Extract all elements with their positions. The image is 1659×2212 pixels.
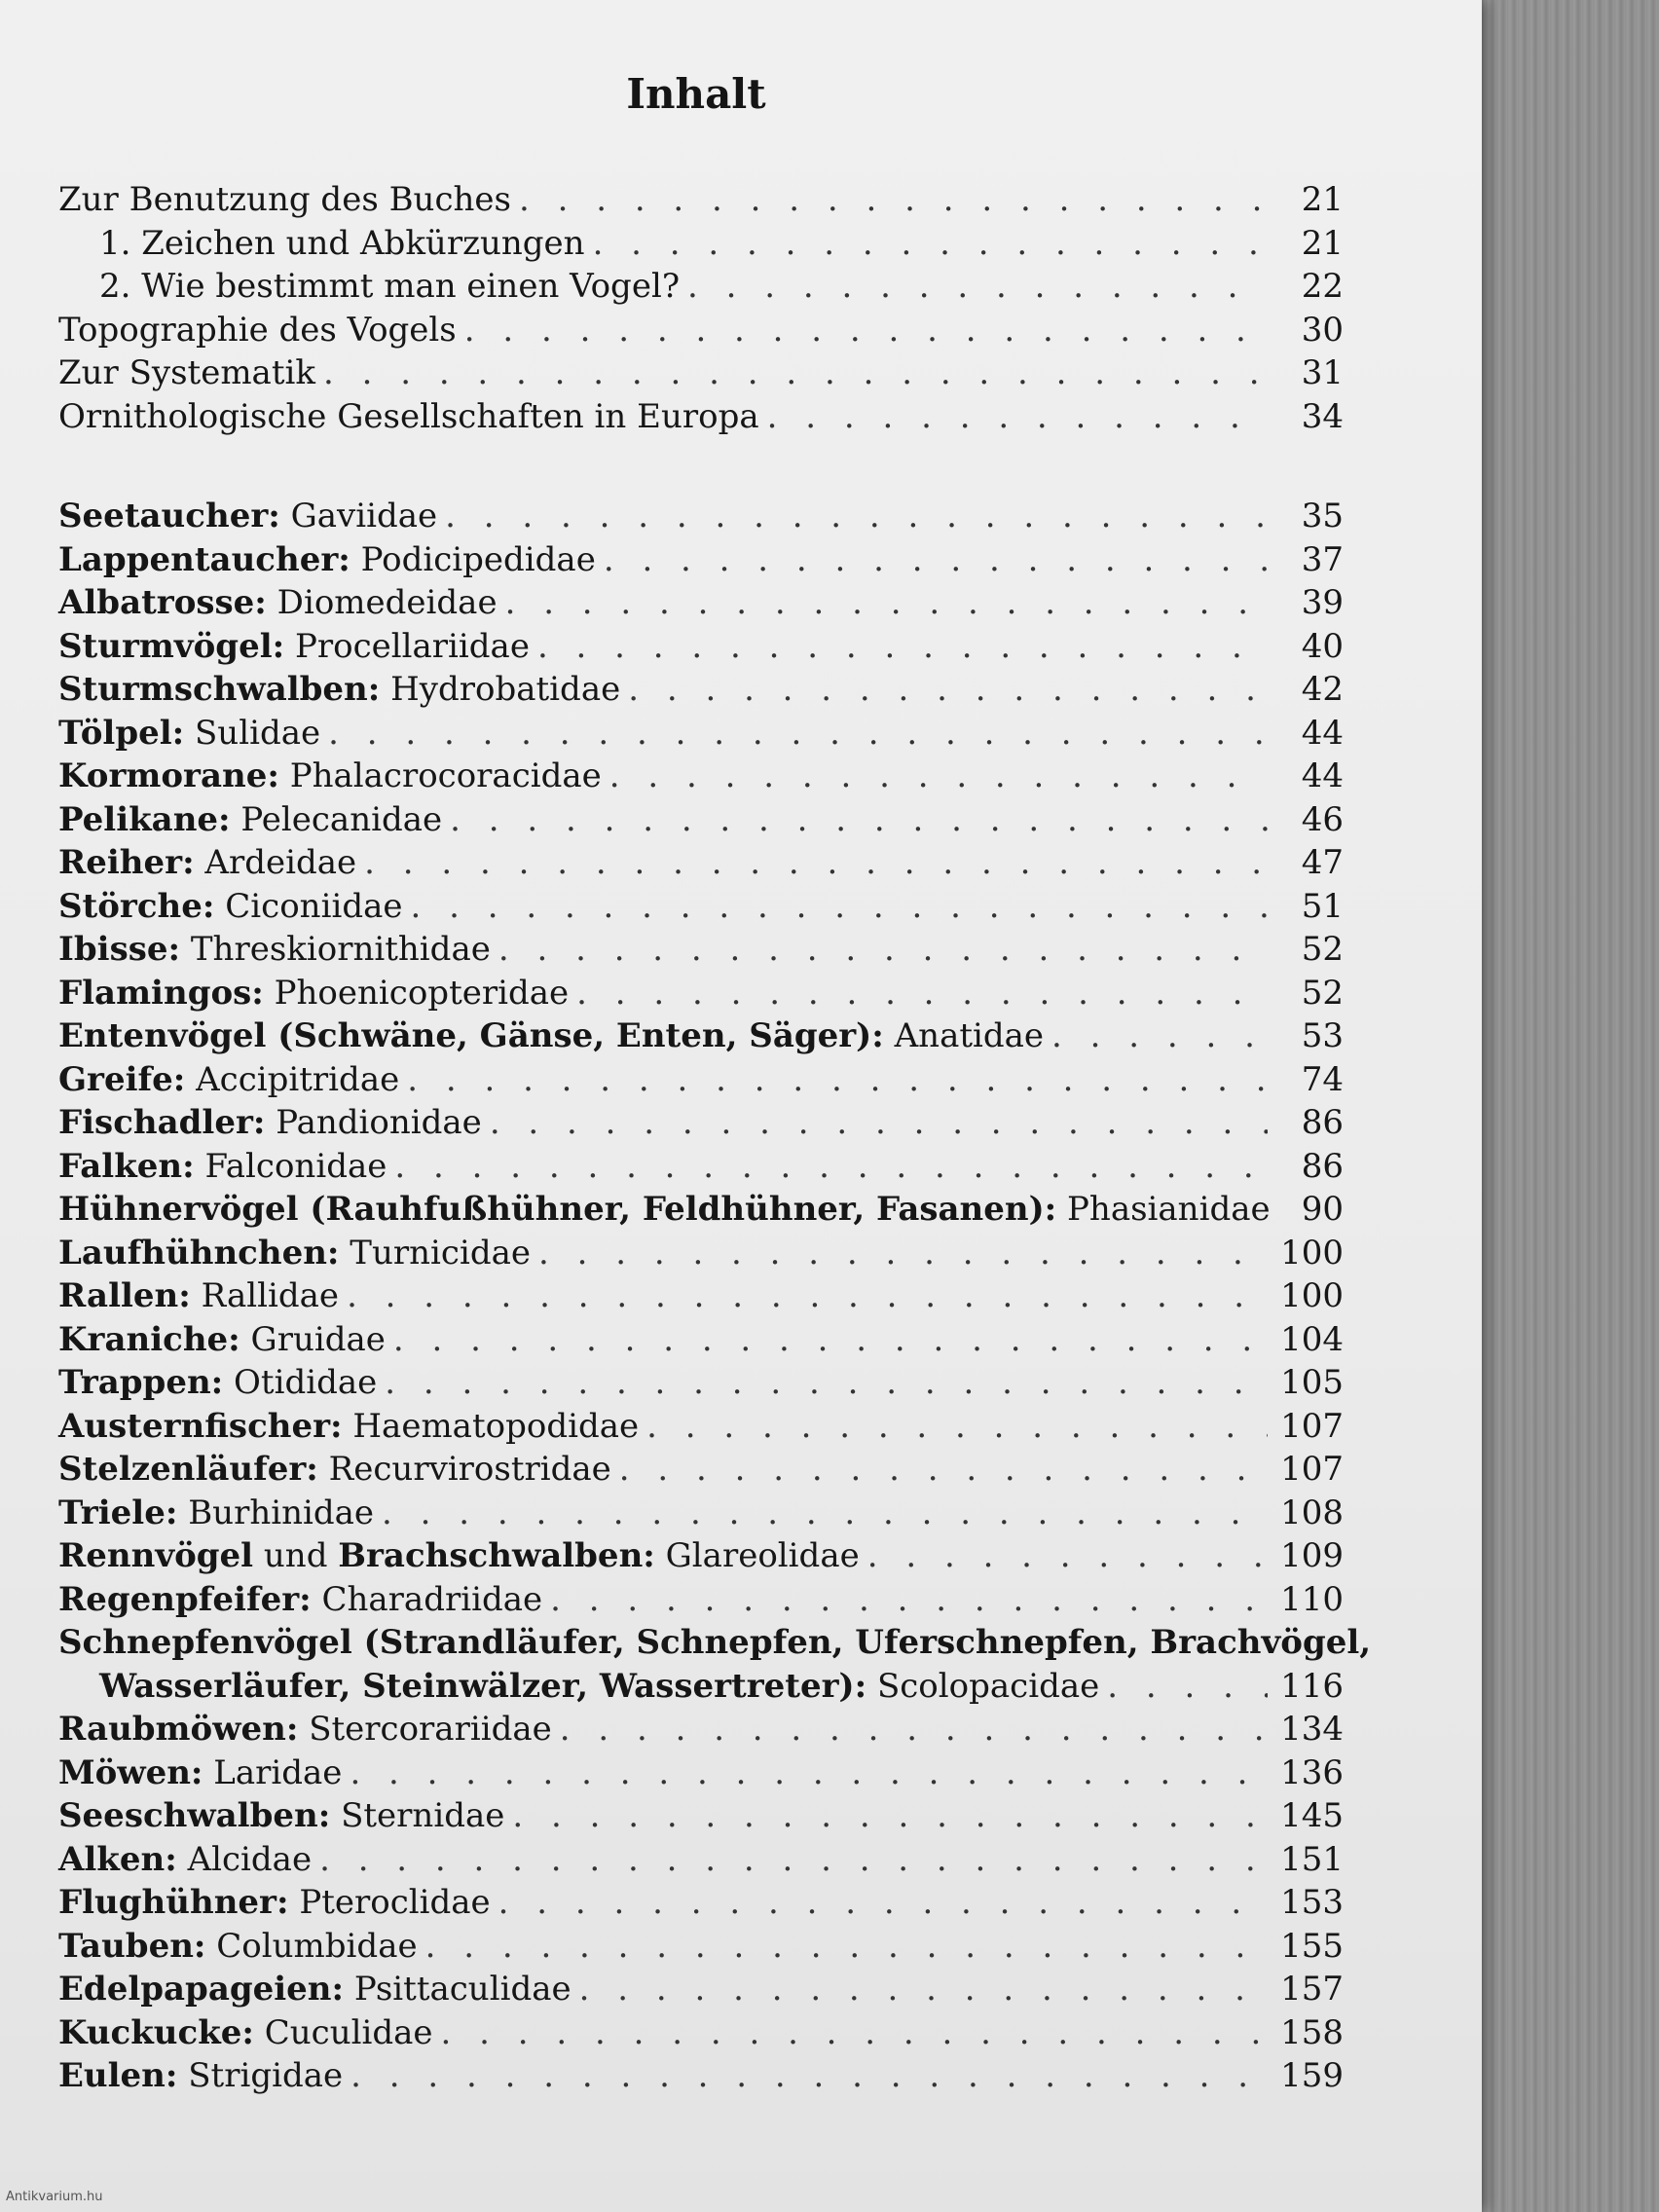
page-number: 90 (1301, 1190, 1344, 1229)
family-scientific-name: Gruidae (240, 1319, 386, 1359)
page-number: 153 (1280, 1883, 1344, 1922)
family-scientific-name: Anatidae (883, 1016, 1045, 1055)
entry-label (58, 2056, 343, 2095)
family-scientific-name: Rallidae (190, 1276, 340, 1315)
page-number: 136 (1280, 1752, 1344, 1792)
entry-label: Zur Systematik (58, 353, 315, 392)
leader-dots (646, 1407, 1268, 1446)
entry-label (58, 1493, 374, 1532)
leader-dots (382, 1493, 1268, 1532)
entry-label (58, 1320, 386, 1359)
toc-entry[interactable] (58, 1493, 1344, 1537)
family-scientific-name: Stercorariidae (298, 1710, 552, 1749)
family-common-name: Tölpel: (58, 713, 185, 753)
entry-label (58, 1450, 611, 1489)
family-scientific-name: Hydrobatidae (380, 670, 621, 709)
family-common-name: Sturmschwalben: (58, 670, 381, 709)
family-common-name: Wasserläufer, Steinwälzer, Wassertreter): (99, 1666, 867, 1706)
family-common-name: Trappen: (58, 1363, 224, 1402)
entry-label: Topographie des Vogels (58, 310, 457, 350)
page-number: 145 (1280, 1796, 1344, 1835)
family-scientific-name: Sulidae (184, 713, 321, 753)
page-number: 44 (1301, 756, 1344, 795)
table-of-contents (58, 180, 1372, 2100)
toc-entry[interactable] (58, 627, 1344, 671)
family-common-name: Edelpapageien: (58, 1970, 345, 2009)
toc-entry[interactable] (58, 397, 1344, 441)
leader-dots (687, 267, 1268, 306)
leader-dots (1107, 1667, 1268, 1706)
page-number: 21 (1301, 223, 1344, 263)
connector-text: und (253, 1536, 339, 1575)
family-scientific-name: Pandionidae (265, 1103, 482, 1142)
family-common-name: Brachschwalben: (338, 1536, 655, 1575)
family-scientific-name: Phasianidae (1056, 1190, 1271, 1229)
leader-dots (505, 583, 1268, 622)
entry-label (58, 1147, 387, 1186)
toc-entry[interactable] (58, 353, 1344, 397)
page-number: 151 (1280, 1839, 1344, 1879)
family-scientific-name: Recurvirostridae (317, 1450, 611, 1489)
entry-label (58, 1407, 639, 1446)
entry-label: 1. Zeichen und Abkürzungen (99, 223, 585, 263)
page-number: 108 (1280, 1493, 1344, 1532)
toc-entry[interactable] (58, 1190, 1344, 1234)
family-common-name: Albatrosse: (58, 583, 267, 622)
entry-label (58, 1363, 377, 1402)
toc-entry[interactable] (58, 1407, 1344, 1451)
page-number: 110 (1280, 1579, 1344, 1619)
family-scientific-name: Alcidae (176, 1839, 313, 1879)
family-common-name: Pelikane: (58, 799, 231, 839)
family-common-name: Hühnervögel (Rauhfußhühner, Feldhühner, Fasanen): (58, 1190, 1057, 1229)
page-number: 134 (1280, 1710, 1344, 1749)
family-scientific-name: Procellariidae (284, 626, 530, 666)
family-scientific-name: Sternidae (330, 1796, 505, 1835)
page-number: 22 (1301, 267, 1344, 306)
leader-dots (867, 1536, 1268, 1575)
family-common-name: Ibisse: (58, 930, 181, 969)
entry-label (58, 1753, 342, 1792)
page-number: 52 (1301, 973, 1344, 1013)
page-number: 100 (1280, 1276, 1344, 1315)
page-number: 86 (1301, 1103, 1344, 1142)
leader-dots (593, 224, 1268, 263)
page-number: 31 (1301, 353, 1344, 392)
leader-dots (619, 1450, 1268, 1489)
family-common-name: Rallen: (58, 1276, 191, 1315)
leader-dots (407, 1060, 1268, 1099)
family-common-name: Kormorane: (58, 756, 279, 795)
entry-label (58, 670, 620, 709)
leader-dots (450, 800, 1268, 839)
toc-entry[interactable] (58, 583, 1344, 627)
family-common-name: Greife: (58, 1059, 186, 1099)
page-number: 100 (1280, 1233, 1344, 1272)
family-common-name: Möwen: (58, 1752, 203, 1792)
entry-label (58, 887, 402, 926)
entry-label (58, 1623, 1371, 1662)
watermark: Antikvarium.hu (6, 2190, 103, 2204)
family-common-name: Triele: (58, 1493, 178, 1532)
family-scientific-name: Otididae (223, 1363, 378, 1402)
leader-dots (394, 1147, 1268, 1186)
entry-label (58, 1970, 571, 2009)
family-scientific-name: Diomedeidae (266, 583, 498, 622)
leader-dots (550, 1580, 1268, 1619)
leader-dots (560, 1710, 1268, 1749)
leader-dots (538, 1234, 1268, 1272)
family-common-name: Tauben: (58, 1926, 206, 1966)
family-common-name: Rennvögel (58, 1536, 254, 1575)
toc-entry[interactable] (58, 1147, 1344, 1191)
family-scientific-name: Cuculidae (253, 2012, 433, 2052)
toc-entry[interactable] (58, 2056, 1344, 2100)
page-number: 105 (1280, 1363, 1344, 1402)
entry-label (58, 714, 320, 753)
family-common-name: Seetaucher: (58, 497, 280, 535)
toc-entry[interactable] (58, 2013, 1344, 2057)
toc-entry[interactable] (58, 1536, 1344, 1580)
front-matter-list (58, 180, 1344, 440)
entry-label (58, 583, 498, 622)
entry-label (58, 540, 596, 579)
family-scientific-name: Strigidae (177, 2056, 344, 2095)
toc-entry[interactable] (58, 1320, 1344, 1364)
toc-entry[interactable] (58, 843, 1344, 887)
leader-dots (604, 540, 1268, 579)
toc-entry[interactable] (58, 1927, 1344, 1971)
entry-label (58, 1580, 542, 1619)
family-scientific-name: Turnicidae (339, 1233, 531, 1272)
leader-dots (498, 930, 1268, 969)
family-common-name: Sturmvögel: (58, 626, 285, 666)
family-scientific-name: Burhinidae (177, 1493, 375, 1532)
leader-dots (767, 397, 1268, 436)
entry-label: Zur Benutzung des Buches (58, 180, 511, 219)
entry-label (58, 843, 356, 882)
family-scientific-name: Haematopodidae (342, 1406, 640, 1446)
page-title: Inhalt (626, 70, 766, 118)
toc-entry[interactable] (58, 714, 1344, 757)
leader-dots (350, 2056, 1268, 2095)
leader-dots (490, 1103, 1268, 1142)
leader-dots (628, 670, 1268, 709)
entry-label (58, 1190, 1271, 1229)
entry-label (58, 1536, 860, 1575)
family-scientific-name: Psittaculidae (344, 1970, 571, 2009)
leader-dots (576, 974, 1268, 1013)
leader-dots (347, 1276, 1268, 1315)
entry-label (58, 1103, 482, 1142)
page-number: 53 (1301, 1016, 1344, 1055)
family-scientific-name: Phoenicopteridae (263, 973, 570, 1013)
toc-entry[interactable] (58, 224, 1344, 268)
entry-label (58, 1883, 491, 1922)
toc-entry[interactable] (58, 1753, 1344, 1797)
entry-label (58, 1016, 1044, 1055)
page-number: 37 (1301, 539, 1344, 579)
toc-entry[interactable] (58, 1276, 1344, 1320)
toc-entry[interactable] (58, 1710, 1344, 1753)
section-gap (58, 440, 1344, 497)
entry-label: 2. Wie bestimmt man einen Vogel? (99, 267, 681, 306)
entry-label (58, 1710, 552, 1749)
page-number: 40 (1301, 626, 1344, 666)
page-number: 21 (1301, 180, 1344, 219)
leader-dots (512, 1796, 1268, 1835)
entry-label (99, 1667, 1099, 1706)
family-common-name: Regenpfeifer: (58, 1579, 312, 1619)
toc-entry[interactable] (58, 756, 1344, 800)
toc-entry[interactable] (58, 267, 1344, 311)
toc-entry[interactable] (58, 1234, 1344, 1277)
family-scientific-name: Glareolidae (654, 1536, 860, 1575)
toc-entry[interactable] (58, 1623, 1372, 1667)
entry-label (58, 1796, 504, 1835)
family-common-name: Flughühner: (58, 1883, 289, 1922)
entry-label (58, 974, 569, 1013)
leader-dots (579, 1970, 1268, 2009)
page-number: 116 (1280, 1666, 1344, 1706)
family-common-name: Austernfischer: (58, 1406, 343, 1446)
entry-label (58, 930, 491, 969)
family-common-name: Flamingos: (58, 973, 264, 1013)
leader-dots (323, 353, 1268, 392)
leader-dots (328, 714, 1268, 753)
entry-label (58, 800, 442, 839)
family-scientific-name: Phalacrocoracidae (278, 756, 602, 795)
entry-label (58, 2013, 433, 2052)
family-common-name: Stelzenläufer: (58, 1450, 318, 1489)
toc-entry[interactable] (58, 974, 1344, 1017)
leader-dots (498, 1883, 1268, 1922)
entry-label (58, 1927, 418, 1966)
leader-dots (410, 887, 1268, 926)
family-common-name: Kuckucke: (58, 2012, 254, 2052)
toc-entry[interactable] (58, 1016, 1344, 1060)
page-number: 39 (1301, 583, 1344, 622)
family-common-name: Fischadler: (58, 1103, 266, 1142)
toc-entry[interactable] (58, 1796, 1344, 1840)
family-common-name: Störche: (58, 886, 215, 926)
family-scientific-name: Gaviidae (279, 497, 438, 535)
toc-entry[interactable] (58, 497, 1344, 540)
entry-label (58, 497, 437, 535)
page-number: 107 (1280, 1406, 1344, 1446)
page-number: 46 (1301, 799, 1344, 839)
toc-entry[interactable] (58, 1060, 1344, 1104)
page-number: 74 (1301, 1059, 1344, 1099)
toc-entry[interactable] (58, 1103, 1344, 1147)
entry-label (58, 1840, 312, 1879)
leader-dots (445, 497, 1268, 535)
family-common-name: Lappentaucher: (58, 539, 350, 579)
page-number: 107 (1280, 1450, 1344, 1489)
page-number: 47 (1301, 843, 1344, 882)
family-scientific-name: Threskiornithidae (180, 930, 491, 969)
page-number: 51 (1301, 886, 1344, 926)
family-common-name: Schnepfenvögel (Strandläufer, Schnepfen, Uferschnepfen, Brachvögel, (58, 1623, 1372, 1662)
page-number: 155 (1280, 1926, 1344, 1966)
family-common-name: Raubmöwen: (58, 1710, 299, 1749)
toc-entry[interactable] (58, 1840, 1344, 1884)
page-number: 159 (1280, 2056, 1344, 2095)
entry-label: Ornithologische Gesellschaften in Europa (58, 396, 759, 436)
family-common-name: Falken: (58, 1146, 195, 1186)
entry-label (58, 1276, 339, 1315)
family-scientific-name: Columbidae (205, 1926, 418, 1966)
leader-dots (385, 1363, 1268, 1402)
toc-entry[interactable] (58, 1970, 1344, 2013)
family-common-name: Entenvögel (Schwäne, Gänse, Enten, Säger): (58, 1016, 884, 1055)
leader-dots (364, 843, 1268, 882)
page-number: 42 (1301, 670, 1344, 709)
toc-entry[interactable] (58, 1450, 1344, 1493)
entry-label (58, 1060, 399, 1099)
family-common-name: Laufhühnchen: (58, 1233, 340, 1272)
leader-dots (519, 180, 1268, 219)
toc-entry[interactable] (58, 1363, 1344, 1407)
leader-dots (464, 311, 1268, 350)
toc-entry[interactable] (58, 670, 1344, 714)
family-scientific-name: Falconidae (194, 1146, 387, 1186)
family-common-name: Eulen: (58, 2056, 178, 2095)
page-number: 86 (1301, 1146, 1344, 1186)
family-scientific-name: Laridae (203, 1752, 343, 1792)
toc-entry[interactable] (58, 930, 1344, 974)
leader-dots (319, 1840, 1268, 1879)
toc-entry[interactable] (58, 887, 1344, 931)
background-surface (1475, 0, 1659, 2212)
page-number: 34 (1301, 396, 1344, 436)
family-common-name: Kraniche: (58, 1319, 240, 1359)
page-number: 30 (1301, 310, 1344, 350)
entry-label (58, 627, 530, 666)
toc-entry[interactable] (58, 1667, 1344, 1711)
family-scientific-name: Pteroclidae (288, 1883, 491, 1922)
family-scientific-name: Ardeidae (194, 843, 357, 882)
leader-dots (609, 756, 1268, 795)
leader-dots (350, 1753, 1268, 1792)
page-number: 157 (1280, 1970, 1344, 2009)
leader-dots (1051, 1016, 1268, 1055)
entry-label (58, 1234, 531, 1272)
toc-entry[interactable] (58, 1580, 1344, 1624)
page-number: 44 (1301, 713, 1344, 753)
page-number: 158 (1280, 2012, 1344, 2052)
family-list (58, 497, 1372, 2100)
family-common-name: Reiher: (58, 843, 195, 882)
toc-entry[interactable] (58, 180, 1344, 224)
family-scientific-name: Scolopacidae (866, 1666, 1100, 1706)
entry-label (58, 756, 602, 795)
family-scientific-name: Charadriidae (311, 1579, 543, 1619)
leader-dots (425, 1927, 1268, 1966)
toc-entry[interactable] (58, 1883, 1344, 1927)
family-scientific-name: Podicipedidae (350, 539, 596, 579)
leader-dots (393, 1320, 1268, 1359)
leader-dots (537, 627, 1268, 666)
family-common-name: Alken: (58, 1839, 177, 1879)
page-number: 52 (1301, 930, 1344, 969)
family-scientific-name: Accipitridae (185, 1059, 400, 1099)
family-scientific-name: Ciconiidae (214, 886, 403, 926)
page-number: 109 (1280, 1536, 1344, 1575)
leader-dots (441, 2013, 1268, 2052)
family-common-name: Seeschwalben: (58, 1796, 331, 1835)
page-number: 104 (1280, 1319, 1344, 1359)
toc-entry[interactable] (58, 540, 1344, 584)
family-scientific-name: Pelecanidae (230, 799, 443, 839)
toc-entry[interactable] (58, 800, 1344, 844)
toc-entry[interactable] (58, 311, 1344, 354)
page-number: 35 (1301, 497, 1344, 535)
